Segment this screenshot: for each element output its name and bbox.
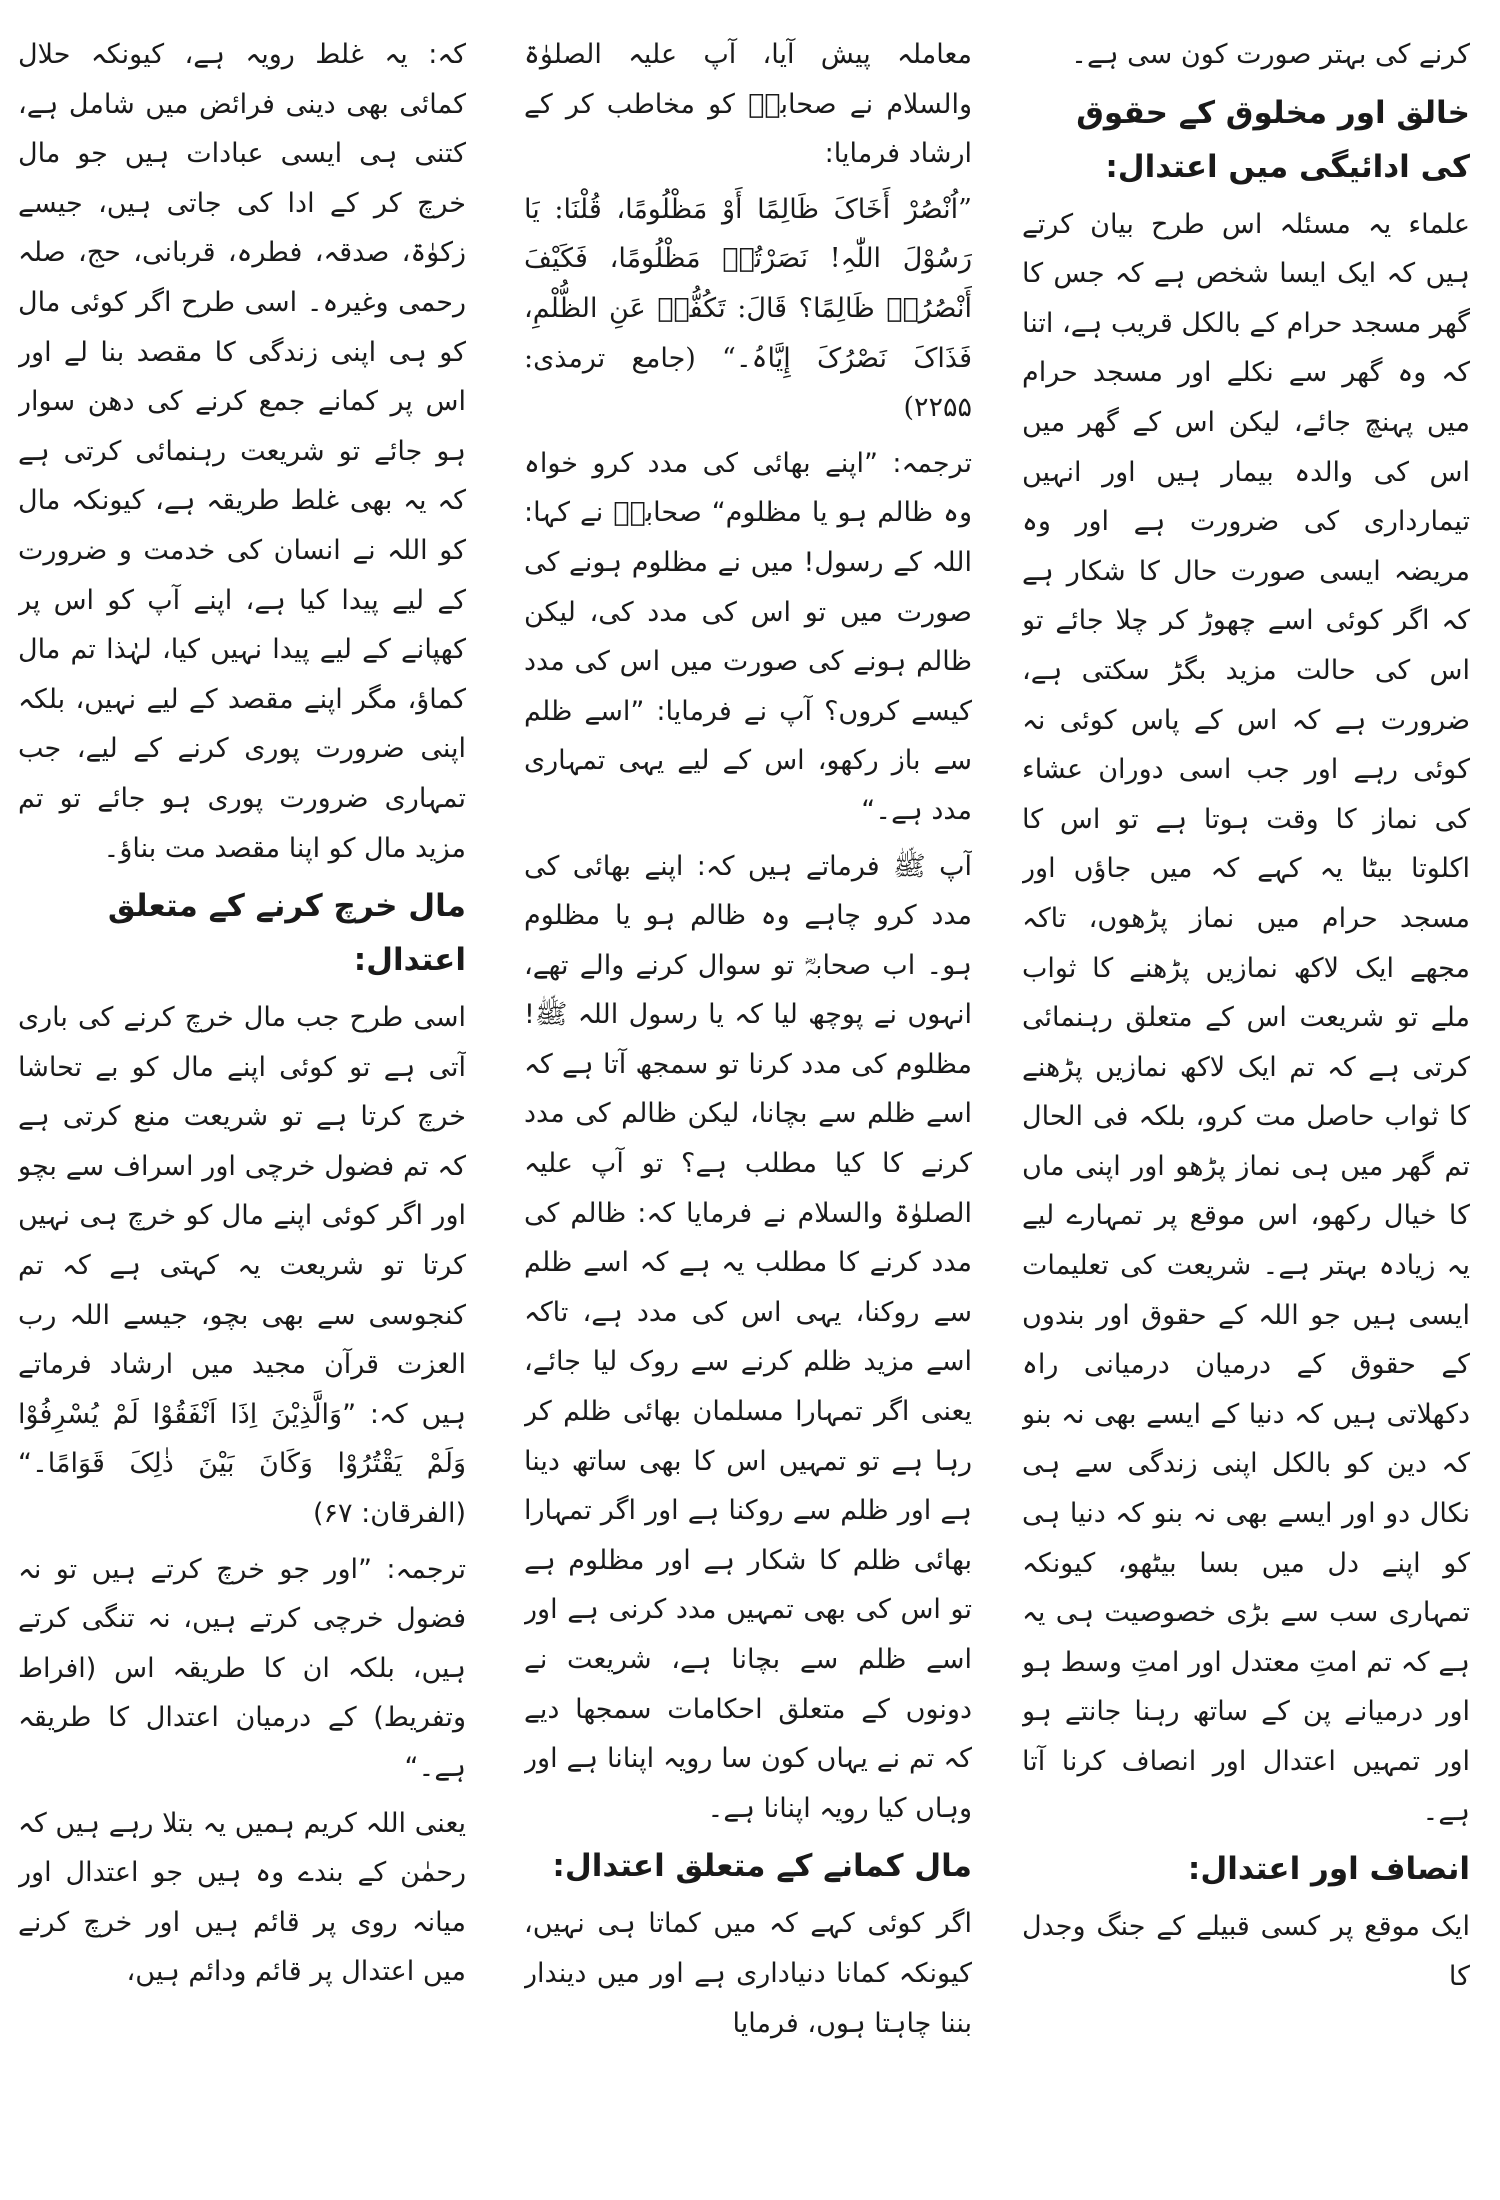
hadith-quote: ”اُنْصُرْ أَخَاکَ ظَالِمًا أَوْ مَظْلُومًا، قُلْنَا: یَا رَسُوْلَ اللّٰہِ! نَصَرْتُہٗ مَظْلُومًا، فَکَیْفَ أَنْصُرُہٗ ظَالِمًا؟ قَالَ: تَکُفُّہٗ عَنِ الظُّلْمِ، فَذَاکَ نَصْرُکَ إِیَّاہُ۔“ (جامع ترمذی: ۲۲۵۵) (524, 193, 972, 424)
section-heading: مال کمانے کے متعلق اعتدال: (552, 1848, 972, 1885)
paragraph: معاملہ پیش آیا، آپ علیہ الصلوٰۃ والسلام نے صحابہؓ کو مخاطب کر کے ارشاد فرمایا: (524, 39, 972, 170)
paragraph: کرنے کی بہتر صورت کون سی ہے۔ (1071, 39, 1470, 70)
section-heading: مال خرچ کرنے کے متعلق اعتدال: (107, 888, 466, 979)
paragraph: یعنی اللہ کریم ہمیں یہ بتلا رہے ہیں کہ رحمٰن کے بندے وہ ہیں جو اعتدال اور میانہ روی پر قائم ہیں اور خرچ کرنے میں اعتدال پر قائم ودائم ہیں، (18, 1807, 466, 1988)
paragraph: ترجمہ: ”اور جو خرچ کرتے ہیں تو نہ فضول خرچی کرتے ہیں، نہ تنگی کرتے ہیں، بلکہ ان کا طریقہ اس (افراط وتفریط) کے درمیان اعتدال کا طریقہ ہے۔“ (18, 1553, 466, 1783)
paragraph: ترجمہ: ”اپنے بھائی کی مدد کرو خواہ وہ ظالم ہو یا مظلوم“ صحابہؓ نے کہا: اللہ کے رسول! میں نے مظلوم ہونے کی صورت میں تو اس کی مدد کی، لیکن ظالم ہونے کی صورت میں اس کی مدد کیسے کروں؟ آپ نے فرمایا: ”اسے ظلم سے باز رکھو، اس کے لیے یہی تمہاری مدد ہے۔“ (524, 447, 972, 826)
column-left (18, 30, 466, 2180)
column-middle (524, 30, 972, 2180)
paragraph: آپ ﷺ فرماتے ہیں کہ: اپنے بھائی کی مدد کرو چاہے وہ ظالم ہو یا مظلوم ہو۔ اب صحابہؓ تو سوال کرنے والے تھے، انہوں نے پوچھ لیا کہ یا رسول اللہ ﷺ! مظلوم کی مدد کرنا تو سمجھ آتا ہے کہ اسے ظلم سے بچانا، لیکن ظالم کی مدد کرنے کا کیا مطلب ہے؟ تو آپ علیہ الصلوٰۃ والسلام نے فرمایا کہ: ظالم کی مدد کرنے کا مطلب یہ ہے کہ اسے ظلم سے روکنا، یہی اس کی مدد ہے، تاکہ اسے مزید ظلم کرنے سے روک لیا جائے، یعنی اگر تمہارا مسلمان بھائی ظلم کر رہا ہے تو تمہیں اس کا بھی ساتھ دینا ہے اور ظلم سے روکنا ہے اور اگر تمہارا بھائی ظلم کا شکار ہے اور مظلوم ہے تو اس کی بھی تمہیں مدد کرنی ہے اور اسے ظلم سے بچانا ہے، شریعت نے دونوں کے متعلق احکامات سمجھا دیے کہ تم نے یہاں کون سا رویہ اپنانا ہے اور وہاں کیا رویہ اپنانا ہے۔ (524, 850, 972, 1824)
section-heading: انصاف اور اعتدال: (1187, 1851, 1470, 1888)
column-right (1022, 30, 1470, 2180)
paragraph: اگر کوئی کہے کہ میں کماتا ہی نہیں، کیونکہ کمانا دنیاداری ہے اور میں دیندار بننا چاہتا ہوں، فرمایا (524, 1908, 972, 2039)
paragraph: کہ: یہ غلط رویہ ہے، کیونکہ حلال کمائی بھی دینی فرائض میں شامل ہے، کتنی ہی ایسی عبادات ہیں جو مال خرچ کر کے ادا کی جاتی ہیں، جیسے زکوٰۃ، صدقہ، فطرہ، قربانی، حج، صلہ رحمی وغیرہ۔ اسی طرح اگر کوئی مال کو ہی اپنی زندگی کا مقصد بنا لے اور اس پر کمانے جمع کرنے کی دھن سوار ہو جائے تو شریعت رہنمائی کرتی ہے کہ یہ بھی غلط طریقہ ہے، کیونکہ مال کو اللہ نے انسان کی خدمت و ضرورت کے لیے پیدا کیا ہے، اپنے آپ کو اس پر کھپانے کے لیے پیدا نہیں کیا، لہٰذا تم مال کماؤ، مگر اپنے مقصد کے لیے نہیں، بلکہ اپنی ضرورت پوری کرنے کے لیے، جب تمہاری ضرورت پوری ہو جائے تو تم مزید مال کو اپنا مقصد مت بناؤ۔ (18, 39, 466, 864)
paragraph: علماء یہ مسئلہ اس طرح بیان کرتے ہیں کہ ایک ایسا شخص ہے کہ جس کا گھر مسجد حرام کے بالکل قریب ہے، اتنا کہ وہ گھر سے نکلے اور مسجد حرام میں پہنچ جائے، لیکن اس کے گھر میں اس کی والدہ بیمار ہیں اور انہیں تیمارداری کی ضرورت ہے اور وہ مریضہ ایسی صورت حال کا شکار ہے کہ اگر کوئی اسے چھوڑ کر چلا جائے تو اس کی حالت مزید بگڑ سکتی ہے، ضرورت ہے کہ اس کے پاس کوئی نہ کوئی رہے اور جب اسی دوران عشاء کی نماز کا وقت ہوتا ہے تو اس کا اکلوتا بیٹا یہ کہے کہ میں جاؤں اور مسجد حرام میں نماز پڑھوں، تاکہ مجھے ایک لاکھ نمازیں پڑھنے کا ثواب ملے تو شریعت اس کے متعلق رہنمائی کرتی ہے کہ تم ایک لاکھ نمازیں پڑھنے کا ثواب حاصل مت کرو، بلکہ فی الحال تم گھر میں ہی نماز پڑھو اور اپنی ماں کا خیال رکھو، اس موقع پر تمہارے لیے یہ زیادہ بہتر ہے۔ شریعت کی تعلیمات ایسی ہیں جو اللہ کے حقوق اور بندوں کے حقوق کے درمیان درمیانی راہ دکھلاتی ہیں کہ دنیا کے ایسے بھی نہ بنو کہ دین کو بالکل اپنی زندگی سے ہی نکال دو اور ایسے بھی نہ بنو کہ دنیا ہی کو اپنے دل میں بسا بیٹھو، کیونکہ تمہاری سب سے بڑی خصوصیت ہی یہ ہے کہ تم امتِ معتدل اور امتِ وسط ہو اور درمیانے پن کے ساتھ رہنا جانتے ہو اور تمہیں اعتدال اور انصاف کرنا آتا ہے۔ (1022, 208, 1470, 1827)
section-heading: خالق اور مخلوق کے حقوق کی ادائیگی میں اعتدال: (1076, 94, 1470, 185)
paragraph: اسی طرح جب مال خرچ کرنے کی باری آتی ہے تو کوئی اپنے مال کو بے تحاشا خرچ کرتا ہے تو شریعت منع کرتی ہے کہ تم فضول خرچی اور اسراف سے بچو اور اگر کوئی اپنے مال کو خرچ ہی نہیں کرتا تو شریعت یہ کہتی ہے کہ تم کنجوسی سے بھی بچو، جیسے اللہ رب العزت قرآن مجید میں ارشاد فرماتے ہیں کہ: ”وَالَّذِیْنَ اِذَا اَنْفَقُوْا لَمْ یُسْرِفُوْا وَلَمْ یَقْتُرُوْا وَکَانَ بَیْنَ ذٰلِکَ قَوَامًا۔“ (الفرقان: ۶۷) (18, 1002, 466, 1530)
paragraph: ایک موقع پر کسی قبیلے کے جنگ وجدل کا (1022, 1911, 1470, 1992)
